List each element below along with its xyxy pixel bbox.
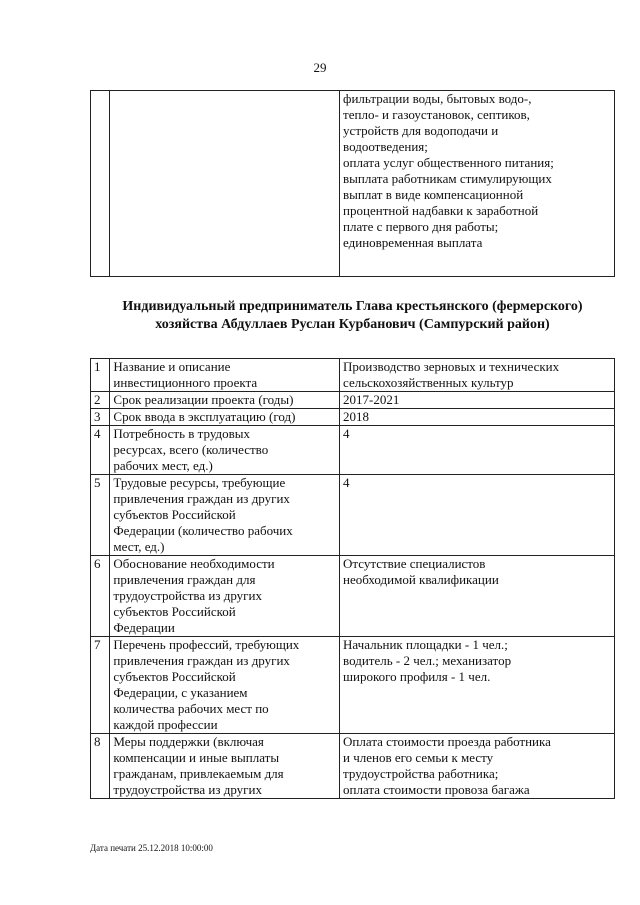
row-value-cell: Отсутствие специалистов необходимой квалификации bbox=[340, 556, 615, 637]
row-num-cell: 5 bbox=[91, 475, 110, 556]
row-value-cell: 4 bbox=[340, 475, 615, 556]
row-label-cell: Трудовые ресурсы, требующие привлечения граждан из других субъектов Российской Федерации (количество рабочих мест, ед.) bbox=[110, 475, 340, 556]
row-label-cell: Обоснование необходимости привлечения граждан для трудоустройства из других субъектов Российской Федерации bbox=[110, 556, 340, 637]
row-num-cell: 4 bbox=[91, 426, 110, 475]
row-label-cell: Название и описание инвестиционного проекта bbox=[110, 359, 340, 392]
row-value-cell: 2017-2021 bbox=[340, 392, 615, 409]
row-num-cell: 7 bbox=[91, 637, 110, 734]
table-row bbox=[91, 91, 615, 277]
table-row bbox=[91, 409, 615, 426]
row-num-cell: 3 bbox=[91, 409, 110, 426]
row-label-cell: Срок ввода в эксплуатацию (год) bbox=[110, 409, 340, 426]
row-value-cell: Производство зерновых и технических сельскохозяйственных культур bbox=[340, 359, 615, 392]
row-label-cell: Перечень профессий, требующих привлечения граждан из других субъектов Российской Федерации, с указанием количества рабочих мест по каждой профессии bbox=[110, 637, 340, 734]
project-table bbox=[90, 358, 615, 799]
row-label-cell: Меры поддержки (включая компенсации и иные выплаты гражданам, привлекаемым для трудоустройства из других bbox=[110, 734, 340, 799]
row-value-cell: 2018 bbox=[340, 409, 615, 426]
table-row bbox=[91, 392, 615, 409]
row-value-cell: Начальник площадки - 1 чел.; водитель - 2 чел.; механизатор широкого профиля - 1 чел. bbox=[340, 637, 615, 734]
row-label-cell: Срок реализации проекта (годы) bbox=[110, 392, 340, 409]
heading-line-2: хозяйства Абдуллаев Руслан Курбанович (Сампурский район) bbox=[155, 317, 550, 332]
row-num-cell: 8 bbox=[91, 734, 110, 799]
heading-line-1: Индивидуальный предприниматель Глава крестьянского (фермерского) bbox=[122, 299, 583, 314]
row-label-cell: Потребность в трудовых ресурсах, всего (количество рабочих мест, ед.) bbox=[110, 426, 340, 475]
table-row bbox=[91, 426, 615, 475]
table-row bbox=[91, 556, 615, 637]
table-row bbox=[91, 359, 615, 392]
table-row bbox=[91, 475, 615, 556]
row-value-cell: 4 bbox=[340, 426, 615, 475]
print-date: Дата печати 25.12.2018 10:00:00 bbox=[90, 843, 213, 853]
section-heading bbox=[90, 298, 615, 334]
row-num-cell: 2 bbox=[91, 392, 110, 409]
row-num-cell: 1 bbox=[91, 359, 110, 392]
row-num-cell: 6 bbox=[91, 556, 110, 637]
row-number-cell bbox=[91, 91, 110, 277]
table-row bbox=[91, 637, 615, 734]
table-row bbox=[91, 734, 615, 799]
row-value-cell: фильтрации воды, бытовых водо-, тепло- и газоустановок, септиков, устройств для водоподачи и водоотведения; оплата услуг общественного питания; выплата работникам стимулирующих выплат в виде компенсационной процентной надбавки к заработной плате с первого дня работы; единовременная выплата bbox=[340, 91, 615, 277]
row-label-cell bbox=[110, 91, 340, 277]
row-value-cell: Оплата стоимости проезда работника и членов его семьи к месту трудоустройства работника; оплата стоимости провоза багажа bbox=[340, 734, 615, 799]
continuation-table bbox=[90, 90, 615, 277]
page-number: 29 bbox=[313, 60, 327, 75]
